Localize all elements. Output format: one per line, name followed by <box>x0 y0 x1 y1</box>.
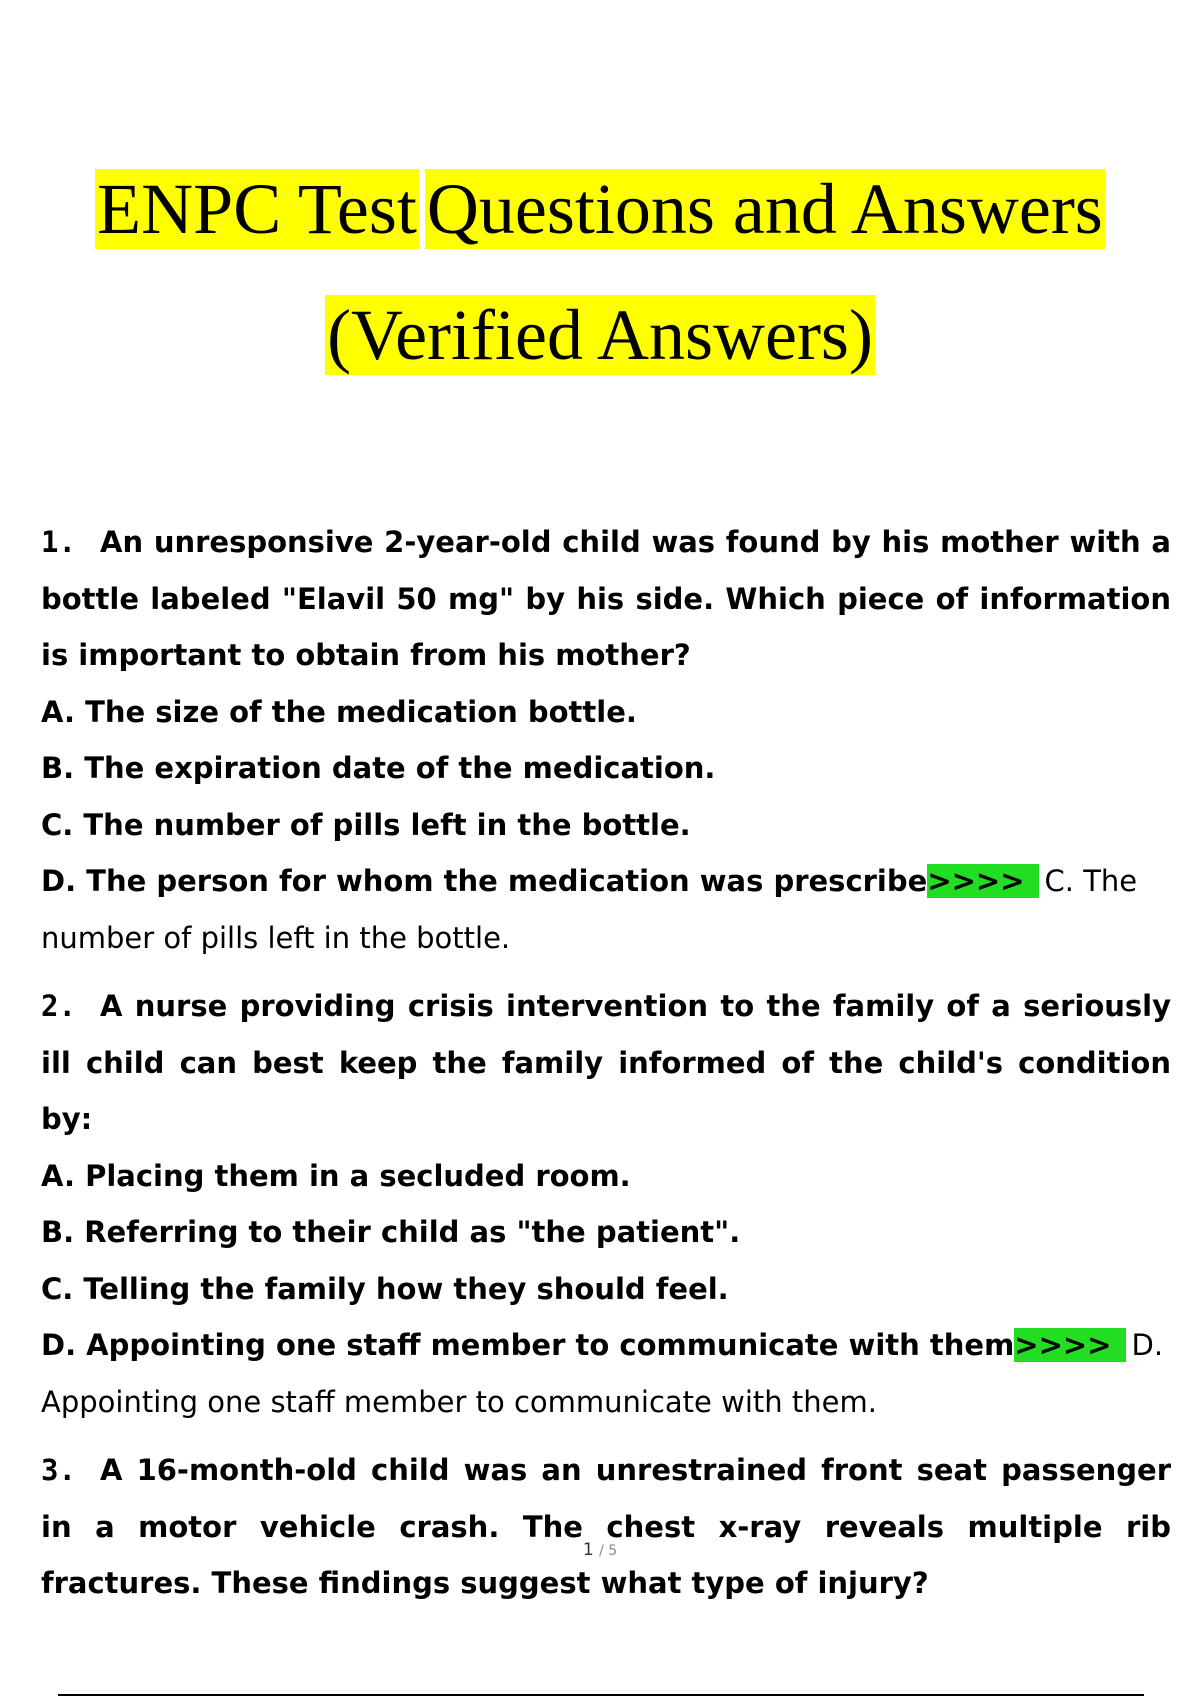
question-number: 2. <box>41 989 76 1023</box>
page-number <box>0 1540 1200 1560</box>
question-1 <box>41 514 1171 684</box>
question-number: 1. <box>41 525 76 559</box>
option-c: C. The number of pills left in the bottle. <box>41 807 691 842</box>
option-a: A. Placing them in a secluded room. <box>41 1158 631 1193</box>
page-total: / 5 <box>599 1543 618 1559</box>
option-d-with-answer <box>41 1317 1171 1430</box>
answer-text: C. The number of pills left in the bottle. <box>41 864 1138 955</box>
option-d: D. Appointing one staff member to communicate with them <box>41 1328 1015 1362</box>
question-text: An unresponsive 2-year-old child was found by his mother with a bottle labeled "Elavil 50 mg" by his side. Which piece of information is important to obtain from his mother? <box>41 525 1171 672</box>
option-b: B. Referring to their child as "the patient". <box>41 1215 741 1249</box>
answer-marker: >>>> <box>1014 1328 1125 1362</box>
document-title-line-1 <box>0 166 1200 252</box>
question-3 <box>41 1442 1171 1612</box>
page-current: 1 <box>582 1540 594 1560</box>
option-d: D. The person for whom the medication was prescribe <box>41 864 928 898</box>
option-a: A. The size of the medication bottle. <box>41 694 637 729</box>
question-number: 3. <box>41 1453 76 1487</box>
question-list <box>41 514 1171 1612</box>
document-title-line-2 <box>0 292 1200 378</box>
footer-divider <box>58 1694 1144 1696</box>
question-2 <box>41 978 1171 1148</box>
title-part-1: ENPC Test <box>97 169 417 249</box>
title-subtitle: (Verified Answers) <box>327 295 873 375</box>
title-part-2: Questions and Answers <box>426 169 1103 249</box>
option-d-with-answer <box>41 853 1171 966</box>
answer-marker: >>>> <box>927 864 1038 898</box>
answer-text: D. Appointing one staff member to communicate with them. <box>41 1328 1164 1419</box>
question-text: A nurse providing crisis intervention to the family of a seriously ill child can best keep the family informed of the child's condition by: <box>41 989 1171 1136</box>
option-b: B. The expiration date of the medication. <box>41 751 716 785</box>
option-c: C. Telling the family how they should feel. <box>41 1271 729 1306</box>
question-text: A 16-month-old child was an unrestrained front seat passenger in a motor vehicle crash. The chest x-ray reveals multiple rib fractures. These findings suggest what type of injury? <box>41 1453 1171 1600</box>
